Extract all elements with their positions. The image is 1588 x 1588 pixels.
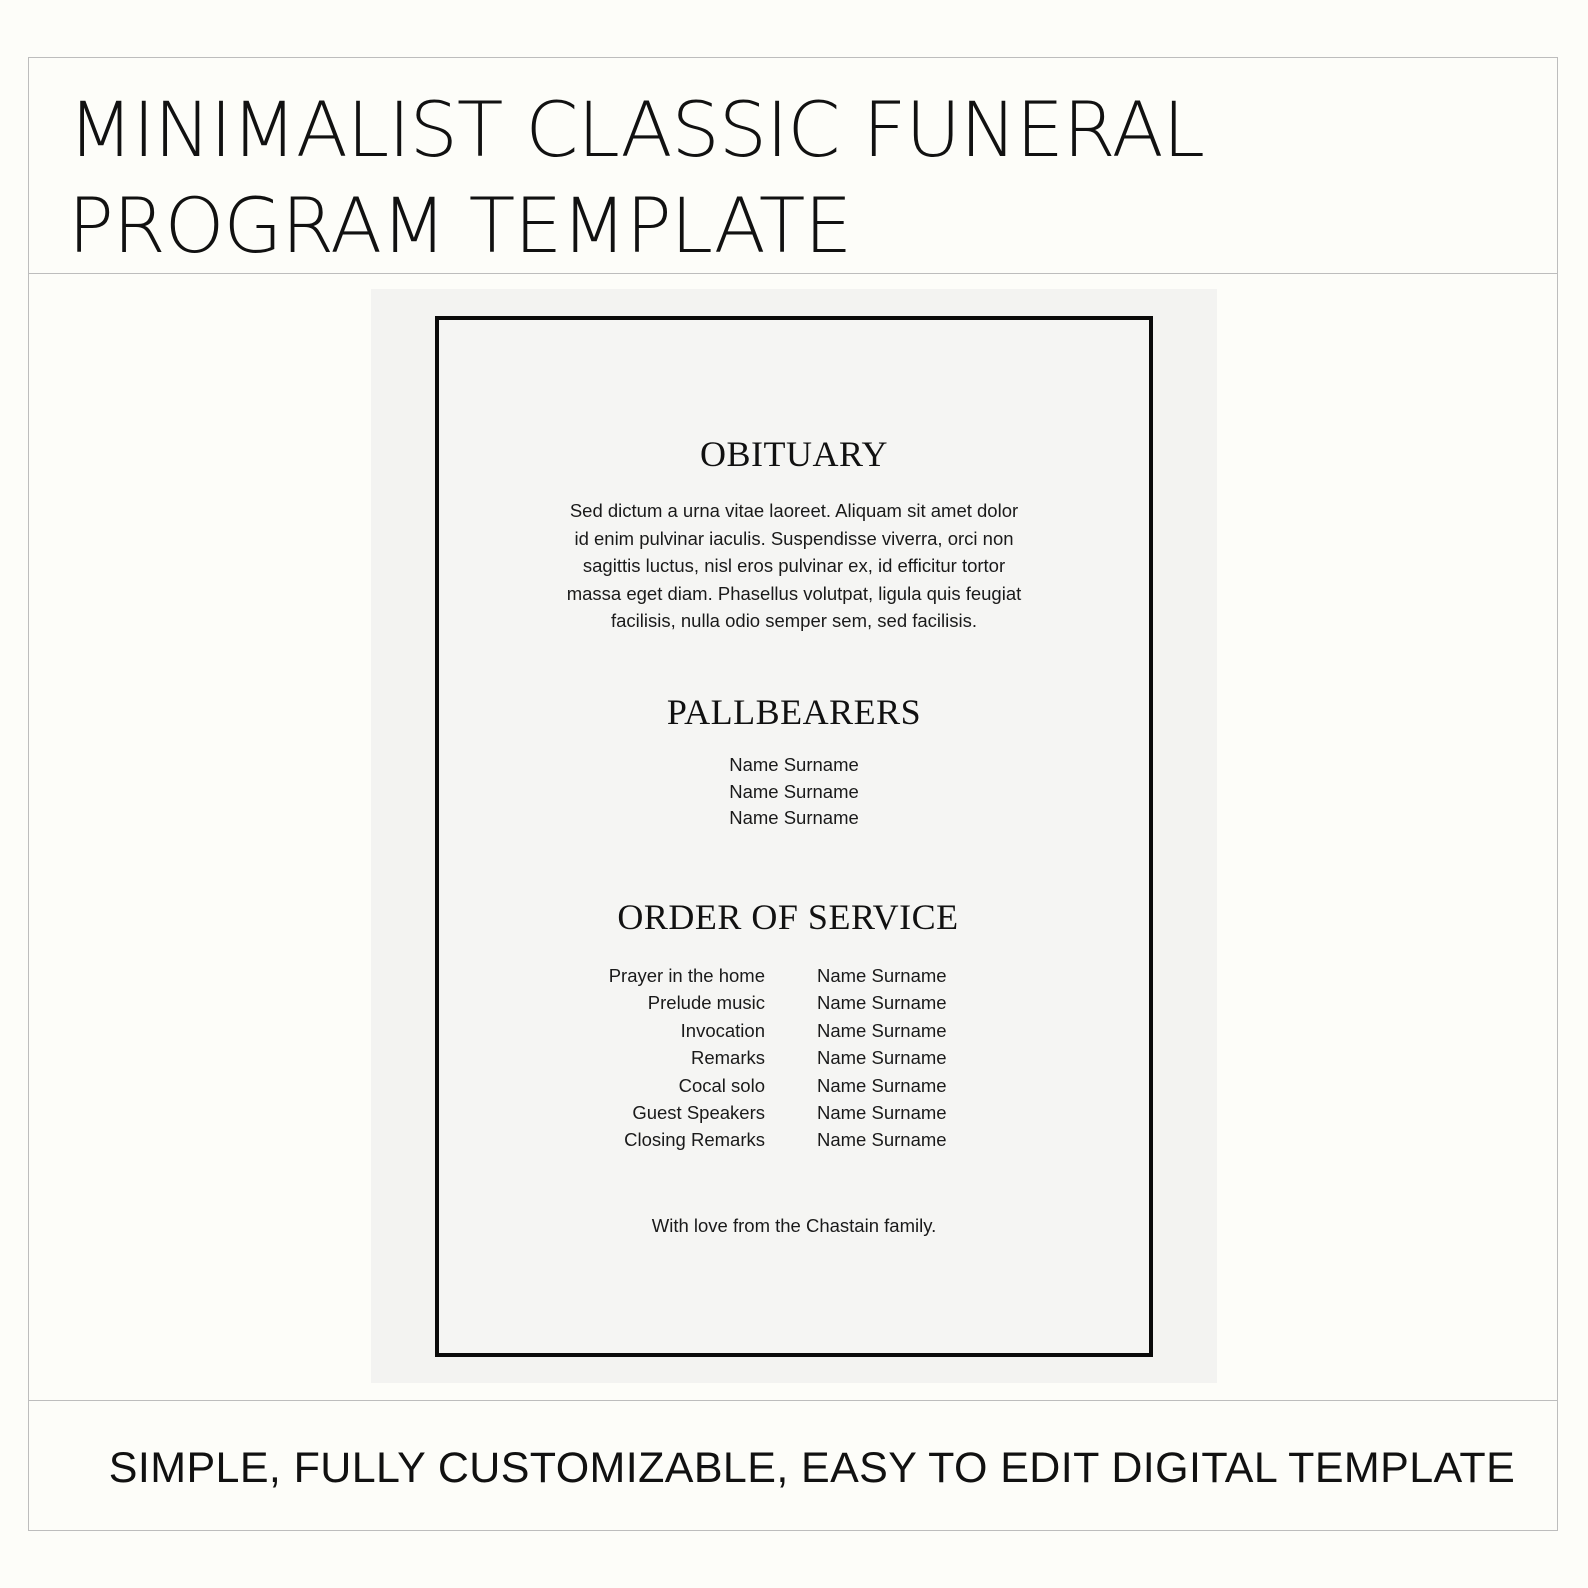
service-row xyxy=(439,962,1149,989)
service-person: Name Surname xyxy=(817,1101,947,1123)
service-person: Name Surname xyxy=(817,1019,947,1041)
obituary-line: sagittis luctus, nisl eros pulvinar ex, id efficitur tortor xyxy=(582,555,1006,576)
service-person: Name Surname xyxy=(817,1074,947,1096)
pallbearers-heading: PALLBEARERS xyxy=(666,692,922,732)
footer-divider xyxy=(28,1400,1558,1401)
service-item: Prelude music xyxy=(647,992,765,1014)
order-of-service-heading: ORDER OF SERVICE xyxy=(617,897,959,937)
footer-tagline: SIMPLE, FULLY CUSTOMIZABLE, EASY TO EDIT DIGITAL TEMPLATE xyxy=(108,1444,1516,1492)
title-line-2: PROGRAM TEMPLATE xyxy=(68,181,852,270)
obituary-line: id enim pulvinar iaculis. Suspendisse viverra, orci non xyxy=(574,527,1014,549)
service-row xyxy=(439,1099,1149,1126)
service-item: Guest Speakers xyxy=(632,1101,765,1123)
service-item: Invocation xyxy=(680,1019,765,1041)
service-row xyxy=(439,1126,1149,1153)
closing-note: With love from the Chastain family. xyxy=(651,1215,937,1236)
pallbearer-name: Name Surname xyxy=(729,754,859,775)
obituary-line: facilisis, nulla odio semper sem, sed facilisis. xyxy=(610,610,978,631)
service-row xyxy=(439,1017,1149,1044)
obituary-text xyxy=(551,497,1037,635)
service-row xyxy=(439,1044,1149,1071)
title-line-1: MINIMALIST CLASSIC FUNERAL xyxy=(68,85,1204,174)
service-row xyxy=(439,1072,1149,1099)
obituary-heading: OBITUARY xyxy=(699,434,888,474)
service-person: Name Surname xyxy=(817,992,947,1014)
service-item: Closing Remarks xyxy=(624,1129,765,1151)
pallbearer-name: Name Surname xyxy=(729,807,859,828)
service-item: Remarks xyxy=(690,1047,765,1069)
order-of-service-list xyxy=(439,962,1149,1154)
obituary-line: massa eget diam. Phasellus volutpat, ligula quis feugiat xyxy=(566,582,1022,604)
service-item: Prayer in the home xyxy=(608,965,765,986)
pallbearer-name: Name Surname xyxy=(729,780,859,802)
service-person: Name Surname xyxy=(817,965,947,986)
pallbearers-list xyxy=(439,752,1149,832)
service-row xyxy=(439,989,1149,1016)
funeral-program-card xyxy=(435,316,1153,1357)
obituary-line: Sed dictum a urna vitae laoreet. Aliquam sit amet dolor xyxy=(569,500,1019,521)
service-person: Name Surname xyxy=(817,1129,947,1151)
service-item: Cocal solo xyxy=(678,1074,765,1096)
page-title xyxy=(68,82,1204,274)
service-person: Name Surname xyxy=(817,1047,947,1069)
